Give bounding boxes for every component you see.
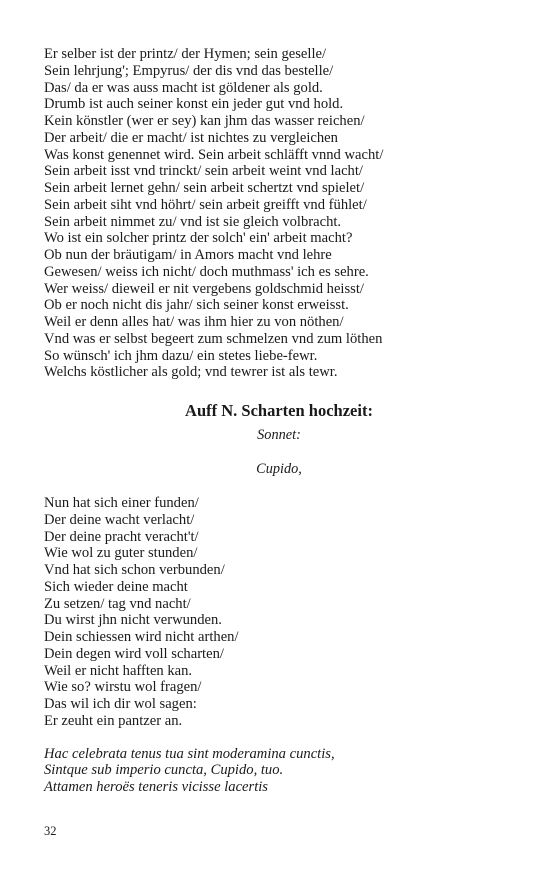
poem-line: Welchs köstlicher als gold; vnd tewrer ist als tewr. <box>44 364 338 381</box>
poem-line: Das/ da er was auss macht ist göldener als gold. <box>44 79 323 96</box>
sonnet-stanza <box>44 495 514 730</box>
latin-line: Sintque sub imperio cuncta, Cupido, tuo. <box>44 762 284 779</box>
poem-line: Er selber ist der printz/ der Hymen; sein geselle/ <box>44 46 327 62</box>
poem-line: Ob er noch nicht dis jahr/ sich seiner konst erweisst. <box>44 297 349 314</box>
sonnet-line: Zu setzen/ tag vnd nacht/ <box>44 595 191 612</box>
sonnet-line: Nun hat sich einer funden/ <box>44 495 199 511</box>
poem-line: So wünsch' ich jhm dazu/ ein stetes liebe-fewr. <box>44 347 318 364</box>
poem-line: Ob nun der bräutigam/ in Amors macht vnd lehre <box>44 247 332 263</box>
sonnet-line: Der deine wacht verlacht/ <box>44 511 195 528</box>
sonnet-line: Wie so? wirstu wol fragen/ <box>44 679 202 696</box>
latin-stanza <box>44 746 514 796</box>
poem-line: Sein arbeit siht vnd höhrt/ sein arbeit greifft vnd fühlet/ <box>44 196 367 213</box>
poem-line: Wo ist ein solcher printz der solch' ein' arbeit macht? <box>44 230 353 247</box>
sonnet-line: Das wil ich dir wol sagen: <box>44 696 197 712</box>
sonnet-line: Vnd hat sich schon verbunden/ <box>44 562 225 578</box>
section-heading: Auff N. Scharten hochzeit: <box>185 401 373 420</box>
sonnet-line: Weil er nicht hafften kan. <box>44 662 193 679</box>
section-addressee: Cupido, <box>256 461 302 477</box>
sonnet-line: Du wirst jhn nicht verwunden. <box>44 612 222 629</box>
section-subtitle: Sonnet: <box>257 427 301 443</box>
poem-line: Sein arbeit lernet gehn/ sein arbeit schertzt vnd spielet/ <box>44 180 365 196</box>
latin-line: Hac celebrata tenus tua sint moderamina cunctis, <box>44 745 335 762</box>
poem-stanza <box>44 46 514 381</box>
sonnet-line: Sich wieder deine macht <box>44 578 188 595</box>
sonnet-line: Der deine pracht veracht't/ <box>44 528 199 545</box>
poem-line: Was konst genennet wird. Sein arbeit schläfft vnnd wacht/ <box>44 146 384 163</box>
poem-line: Wer weiss/ dieweil er nit vergebens goldschmid heisst/ <box>44 280 364 297</box>
poem-line: Sein lehrjung'; Empyrus/ der dis vnd das bestelle/ <box>44 62 334 79</box>
poem-line: Gewesen/ weiss ich nicht/ doch muthmass' ich es sehre. <box>44 263 369 280</box>
sonnet-line: Wie wol zu guter stunden/ <box>44 545 198 562</box>
poem-line: Kein könstler (wer er sey) kan jhm das wasser reichen/ <box>44 113 365 129</box>
sonnet-line: Dein degen wird voll scharten/ <box>44 645 224 662</box>
poem-line: Drumb ist auch seiner konst ein jeder gut vnd hold. <box>44 96 344 113</box>
page-body <box>44 46 514 796</box>
latin-line: Attamen heroës teneris vicisse lacertis <box>44 779 268 795</box>
sonnet-line: Dein schiessen wird nicht arthen/ <box>44 629 239 645</box>
sonnet-line: Er zeuht ein pantzer an. <box>44 712 183 729</box>
page-number: 32 <box>44 824 57 838</box>
poem-line: Weil er denn alles hat/ was ihm hier zu von nöthen/ <box>44 314 344 330</box>
poem-line: Der arbeit/ die er macht/ ist nichtes zu vergleichen <box>44 129 338 146</box>
poem-line: Sein arbeit nimmet zu/ vnd ist sie gleich volbracht. <box>44 213 342 230</box>
poem-line: Sein arbeit isst vnd trinckt/ sein arbeit weint vnd lacht/ <box>44 163 363 180</box>
poem-line: Vnd was er selbst begeert zum schmelzen vnd zum löthen <box>44 330 383 347</box>
